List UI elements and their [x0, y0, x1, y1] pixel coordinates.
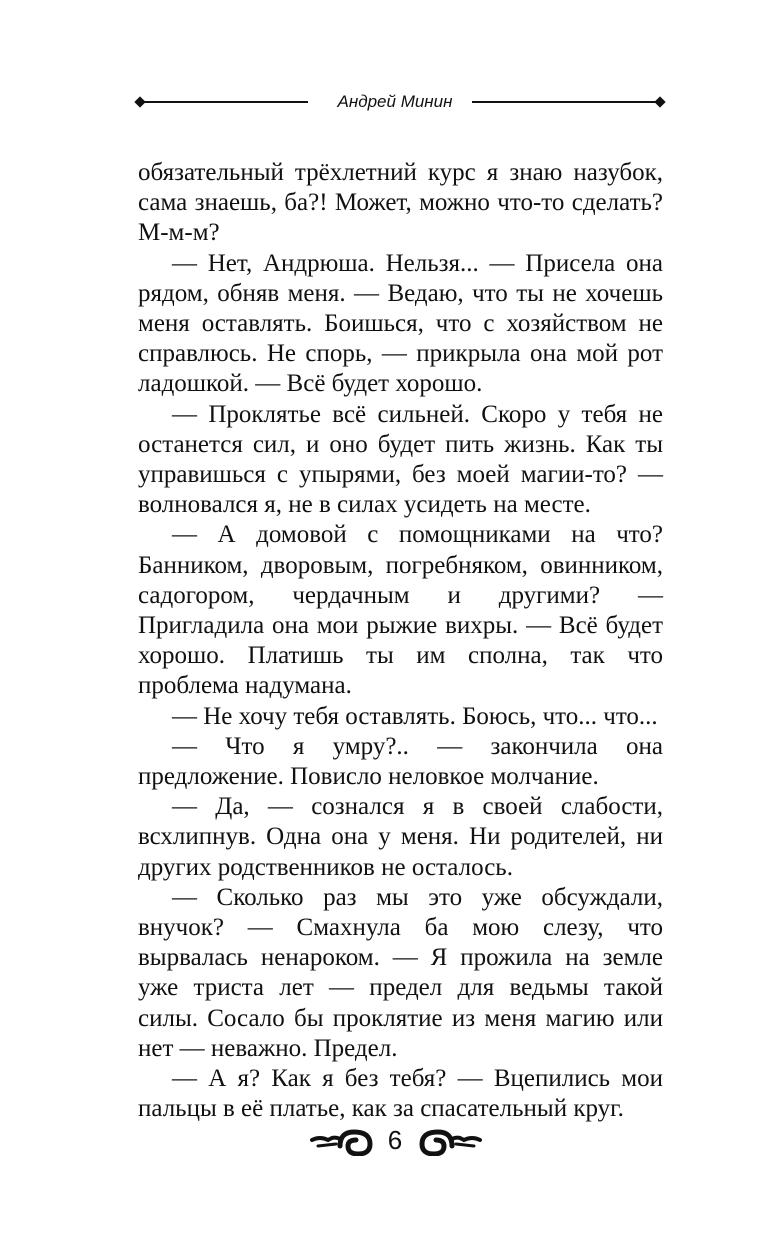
paragraph: — А я? Как я без тебя? — Вцепились мои пальцы в её платье, как за спасательный круг. [138, 1065, 663, 1123]
body-text [138, 158, 663, 1125]
scroll-ornament-left-icon [310, 1126, 378, 1156]
header-author: Андрей Минин [337, 92, 453, 111]
paragraph: — Не хочу тебя оставлять. Боюсь, что... что... [172, 702, 658, 730]
page-footer [310, 1122, 480, 1162]
running-header [138, 90, 662, 114]
paragraph: — А домовой с помощниками на что? Банником, дворовым, погребняком, овинником, садогором, чердачным и другими? — Пригладила она мои рыжие вихры. — Всё будет хорошо. Платишь ты им сполна, так что проблема надумана. [138, 521, 663, 700]
paragraph: — Да, — сознался я в своей слабости, всхлипнув. Одна она у меня. Ни родителей, ни других родственников не осталось. [138, 793, 663, 881]
paragraph: — Проклятье всё сильней. Скоро у тебя не останется сил, и оно будет пить жизнь. Как ты управишься с упырями, без моей магии-то? — волновался я, не в силах усидеть на месте. [138, 400, 663, 519]
paragraph: обязательный трёхлетний курс я знаю назубок, сама знаешь, ба?! Может, можно что-то сделать? М-м-м? [138, 159, 663, 247]
paragraph: — Сколько раз мы это уже обсуждали, внучок? — Смахнула ба мою слезу, что вырвалась ненароком. — Я прожила на земле уже триста лет — предел для ведьмы такой силы. Сосало бы проклятие из меня магию или нет — неважно. Предел. [138, 883, 663, 1062]
paragraph: — Что я умру?.. — закончила она предложение. Повисло неловкое молчание. [138, 732, 663, 791]
header-rule-left [138, 101, 308, 103]
scroll-ornament-right-icon [414, 1126, 482, 1156]
paragraph: — Нет, Андрюша. Нельзя... — Присела она рядом, обняв меня. — Ведаю, что ты не хочешь меня оставлять. Боишься, что с хозяйством не справлюсь. Не спорь, — прикрыла она мой рот ладошкой. — Всё будет хорошо. [138, 249, 663, 398]
header-diamond-right [654, 96, 665, 107]
header-rule-right [472, 101, 662, 103]
page-number: 6 [387, 1125, 403, 1155]
